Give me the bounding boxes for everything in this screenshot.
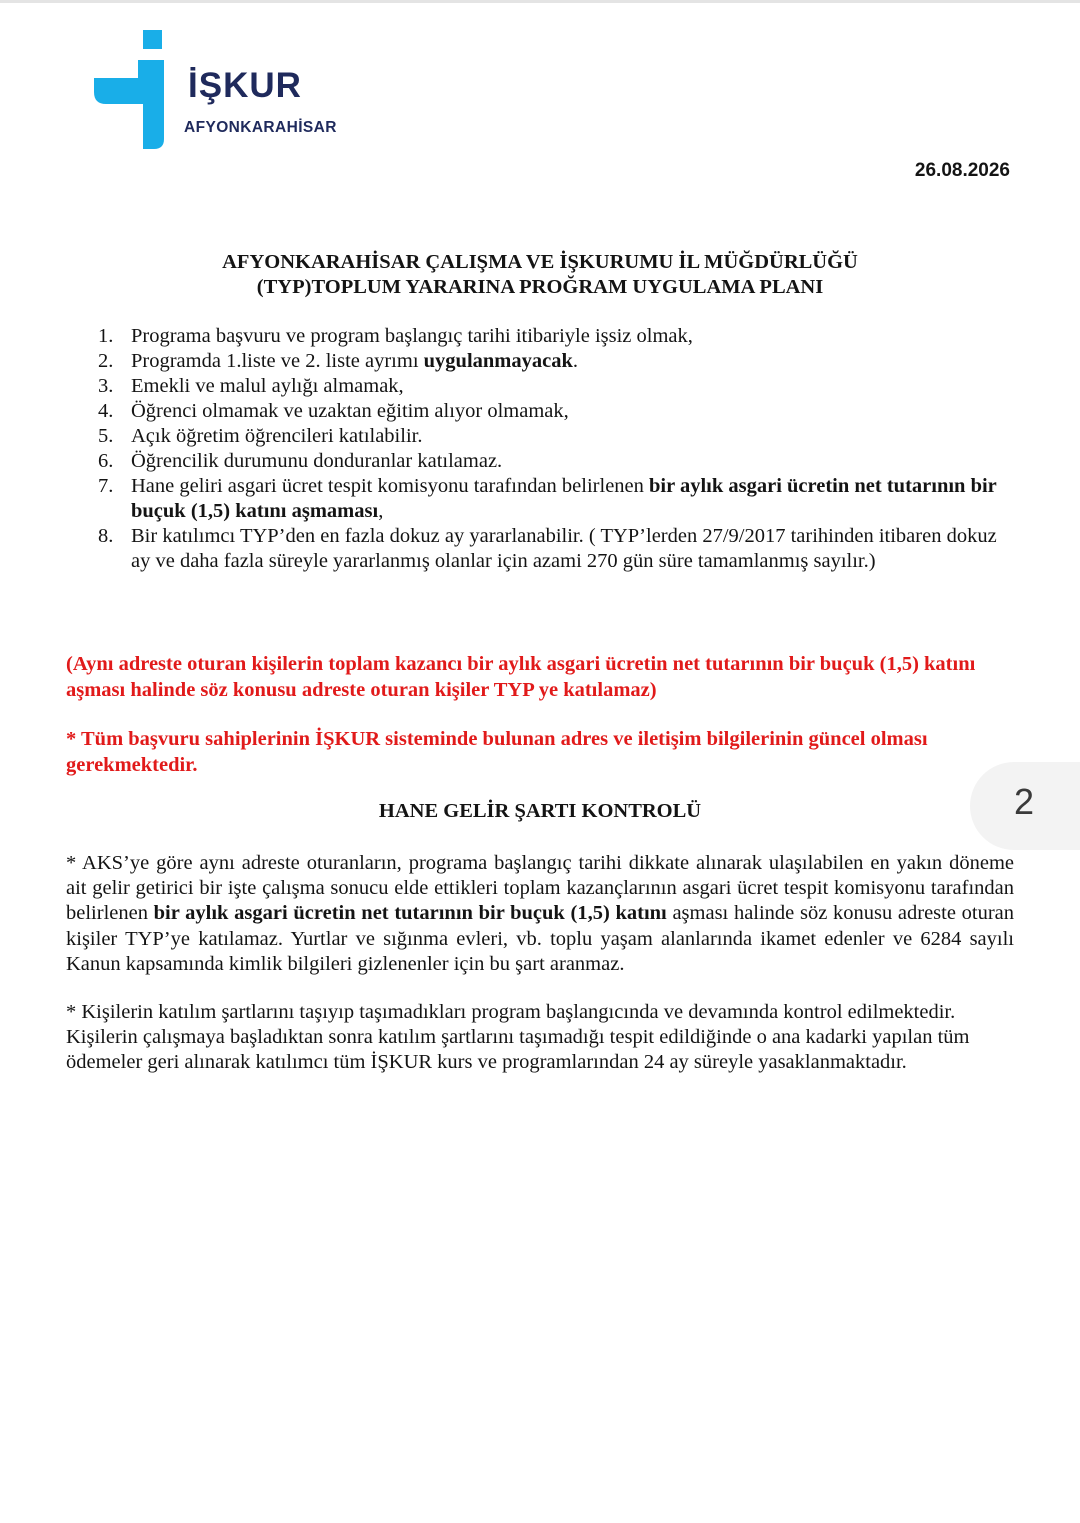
list-item xyxy=(88,374,1018,399)
logo-subtitle: AFYONKARAHİSAR xyxy=(184,119,337,136)
list-text: Programda 1.liste ve 2. liste ayrımı xyxy=(131,350,424,372)
list-text: Hane geliri asgari ücret tespit komisyonu tarafından belirlenen xyxy=(131,475,650,497)
list-item xyxy=(88,474,1018,524)
paragraph-text-end: aşması halinde söz konusu adreste oturan kişiler TYP’ye katılamaz. Yurtlar ve sığınma evleri, vb. toplu yaşam alanlarında ikamet edenler ve 6284 sayılı Kanun kapsamında kimlik bilgileri gizlenenler için bu şart aranmaz. xyxy=(66,902,1015,975)
list-number: 8. xyxy=(98,525,114,547)
iskur-logo-mark-icon xyxy=(94,30,174,155)
requirements-list xyxy=(88,324,1018,574)
section-title: HANE GELİR ŞARTI KONTROLÜ xyxy=(378,800,702,822)
list-number: 3. xyxy=(98,375,114,397)
list-text-bold: uygulanmayacak xyxy=(423,350,573,372)
list-item xyxy=(88,524,1018,574)
list-number: 2. xyxy=(98,350,114,372)
page-number: 2 xyxy=(1014,781,1035,822)
title-line-2: (TYP)TOPLUM YARARINA PROĞRAM UYGULAMA PLANI xyxy=(256,276,824,298)
document-date: 26.08.2026 xyxy=(914,160,1010,181)
list-text: Açık öğretim öğrencileri katılabilir. xyxy=(131,425,423,447)
list-number: 1. xyxy=(98,325,114,347)
eligibility-control-paragraph: * Kişilerin katılım şartlarını taşıyıp taşımadıkları program başlangıcında ve devamında kontrol edilmektedir. Kişilerin çalışmaya başladıktan sonra katılım şartlarını taşımadığı tespit edildiğinde o ana kadarki yapılan tüm ödemeler geri alınarak katılımcı tüm İŞKUR kurs ve programlarından 24 ay süreyle yasaklanmaktadır. xyxy=(66,1001,970,1074)
title-line-1: AFYONKARAHİSAR ÇALIŞMA VE İŞKURUMU İL MÜĞDÜRLÜĞÜ xyxy=(222,251,858,273)
document-title xyxy=(0,250,1080,300)
list-text-end: , xyxy=(378,500,384,522)
iskur-logo xyxy=(94,30,354,155)
list-text: Programa başvuru ve program başlangıç tarihi itibariyle işsiz olmak, xyxy=(131,325,693,347)
list-number: 5. xyxy=(98,425,114,447)
list-text-bold: bir aylık asgari ücretin net tutarının bir buçuk (1,5) katını aşmaması xyxy=(131,475,997,522)
list-text-end: . xyxy=(572,350,578,372)
paragraph-text: * AKS’ye göre aynı adreste oturanların, programa başlangıç tarihi dikkate alınarak ulaşılabilen en yakın döneme ait gelir getirici bir işte çalışma sonucu elde ettikleri toplam kazançlarının asgari ücret tespit komisyonu tarafından belirlenen xyxy=(66,852,1014,925)
list-text: Öğrenci olmamak ve uzaktan eğitim alıyor olmamak, xyxy=(131,400,569,422)
list-text: Öğrencilik durumunu donduranlar katılamaz. xyxy=(131,450,503,472)
aks-income-paragraph xyxy=(66,851,1014,977)
contact-info-warning: * Tüm başvuru sahiplerinin İŞKUR sisteminde bulunan adres ve iletişim bilgilerinin güncel olması gerekmektedir. xyxy=(66,728,928,776)
top-edge xyxy=(0,0,1080,3)
logo-name: İŞKUR xyxy=(188,66,302,105)
list-text: Emekli ve malul aylığı almamak, xyxy=(131,375,404,397)
list-number: 6. xyxy=(98,450,114,472)
list-number: 4. xyxy=(98,400,114,422)
household-income-warning: (Aynı adreste oturan kişilerin toplam kazancı bir aylık asgari ücretin net tutarının bir buçuk (1,5) katını aşması halinde söz konusu adreste oturan kişiler TYP ye katılamaz) xyxy=(66,653,976,701)
list-item xyxy=(88,324,1018,349)
list-item xyxy=(88,449,1018,474)
list-number: 7. xyxy=(98,475,114,497)
paragraph-text-bold: bir aylık asgari ücretin net tutarının bir buçuk (1,5) katını xyxy=(153,902,667,925)
list-item xyxy=(88,399,1018,424)
list-text: Bir katılımcı TYP’den en fazla dokuz ay yararlanabilir. ( TYP’lerden 27/9/2017 tarihinden itibaren dokuz ay ve daha fazla süreyle yararlanmış olanlar için azami 270 gün süre tamamlanmış sayılır.) xyxy=(131,525,997,572)
list-item xyxy=(88,424,1018,449)
list-item xyxy=(88,349,1018,374)
